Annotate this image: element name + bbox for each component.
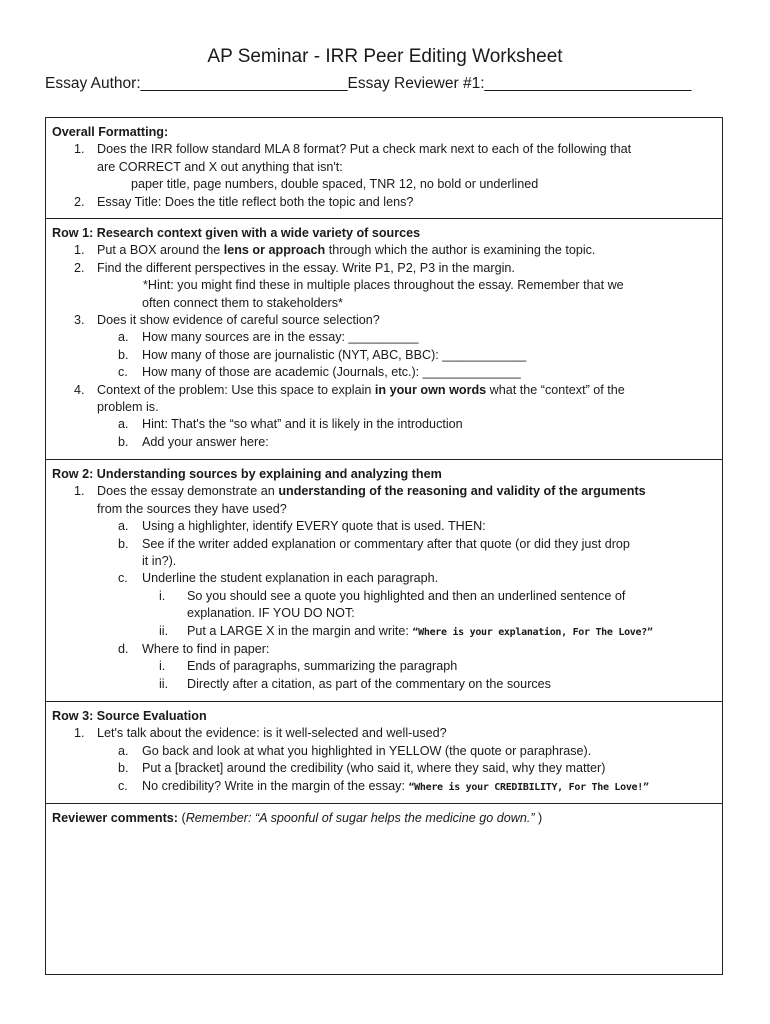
format-checklist: paper title, page numbers, double spaced, TNR 12, no bold or underlined <box>131 177 539 192</box>
item-text: Put a [bracket] around the credibility (who said it, where they said, why they matter) <box>142 761 606 776</box>
paren-close: ) <box>534 811 543 825</box>
item-text: Go back and look at what you highlighted in YELLOW (the quote or paraphrase). <box>142 743 592 758</box>
item-text: Does the IRR follow standard MLA 8 format? Put a check mark next to each of the following that <box>97 142 632 157</box>
page-title: AP Seminar - IRR Peer Editing Worksheet <box>207 46 563 67</box>
sub-sub-item <box>52 676 714 693</box>
item-number: c. <box>118 778 128 793</box>
item-number: 3. <box>74 313 85 328</box>
item-text: No credibility? Write in the margin of the essay: <box>142 778 409 793</box>
sub-item <box>52 364 714 381</box>
sub-item <box>52 760 714 777</box>
sub-item <box>52 347 714 364</box>
item-text: See if the writer added explanation or commentary after that quote (or did they just drop <box>142 536 630 551</box>
item-number: a. <box>118 743 129 758</box>
item-text: Underline the student explanation in each paragraph. <box>142 571 439 586</box>
item-text: Add your answer here: <box>142 434 269 449</box>
item-number: 1. <box>74 243 85 258</box>
item-number: a. <box>118 330 129 345</box>
list-item <box>52 194 714 211</box>
worksheet-table <box>45 117 723 975</box>
section-heading: Row 3: Source Evaluation <box>52 709 207 723</box>
item-text: through which the author is examining the topic. <box>325 243 596 258</box>
item-number: 4. <box>74 382 85 397</box>
item-number: 2. <box>74 194 85 209</box>
handwritten-quote: “Where is your CREDIBILITY, For The Love!” <box>408 781 649 793</box>
item-text: How many sources are in the essay: __________ <box>142 330 419 345</box>
section-overall-formatting <box>46 118 722 219</box>
sub-item <box>52 570 714 587</box>
item-text-bold: understanding of the reasoning and validity of the arguments <box>278 484 646 499</box>
item-text: Find the different perspectives in the essay. Write P1, P2, P3 in the margin. <box>97 260 515 275</box>
section-row-1 <box>46 219 722 460</box>
sub-sub-item <box>52 588 714 605</box>
sub-item <box>52 743 714 760</box>
item-text: what the “context” of the <box>486 382 625 397</box>
item-text-continued: are CORRECT and X out anything that isn't: <box>97 159 343 174</box>
item-text: Put a BOX around the <box>97 243 224 258</box>
item-number: b. <box>118 761 129 776</box>
handwritten-quote: “Where is your explanation, For The Love?” <box>412 626 653 638</box>
section-heading: Row 1: Research context given with a wide variety of sources <box>52 226 421 240</box>
item-text-continued: from the sources they have used? <box>97 501 287 516</box>
item-number: c. <box>118 571 128 586</box>
list-item <box>52 483 714 500</box>
item-text: Essay Title: Does the title reflect both the topic and lens? <box>97 194 414 209</box>
sub-item <box>52 778 714 796</box>
list-item <box>52 725 714 742</box>
section-reviewer-comments <box>46 804 722 974</box>
hint-text: *Hint: you might find these in multiple places throughout the essay. Remember that we <box>143 278 624 293</box>
section-row-2 <box>46 460 722 702</box>
sub-item <box>52 518 714 535</box>
list-item <box>52 260 714 277</box>
item-number: 1. <box>74 726 85 741</box>
item-text-bold: lens or approach <box>223 243 326 258</box>
item-text: Does the essay demonstrate an <box>97 484 279 499</box>
list-item <box>52 312 714 329</box>
item-text-bold: in your own words <box>374 382 487 397</box>
sub-item <box>52 329 714 346</box>
sub-item <box>52 416 714 433</box>
item-number: 1. <box>74 484 85 499</box>
reminder-quote: Remember: “A spoonful of sugar helps the medicine go down.” <box>185 811 535 825</box>
list-item <box>52 141 714 158</box>
section-heading: Row 2: Understanding sources by explaining and analyzing them <box>52 467 442 481</box>
item-text-continued: problem is. <box>97 400 159 415</box>
item-number: a. <box>118 417 129 432</box>
paren-open: ( <box>178 811 186 825</box>
sub-item <box>52 434 714 451</box>
item-number: b. <box>118 536 129 551</box>
item-number: ii. <box>159 676 169 691</box>
item-number: i. <box>159 588 166 603</box>
item-number: 2. <box>74 260 85 275</box>
item-text: Using a highlighter, identify EVERY quote that is used. THEN: <box>142 519 486 534</box>
sub-sub-item <box>52 658 714 675</box>
item-text: How many of those are academic (Journals, etc.): ______________ <box>142 365 521 380</box>
comments-heading-line <box>52 810 714 827</box>
item-text: Context of the problem: Use this space to explain <box>97 382 375 397</box>
item-number: i. <box>159 659 166 674</box>
list-item <box>52 382 714 399</box>
item-text: Hint: That's the “so what” and it is likely in the introduction <box>142 417 463 432</box>
section-heading: Reviewer comments: <box>52 811 178 825</box>
item-text-continued: it in?). <box>142 554 177 569</box>
item-text: Ends of paragraphs, summarizing the paragraph <box>187 659 458 674</box>
item-text: Does it show evidence of careful source selection? <box>97 313 380 328</box>
item-number: 1. <box>74 142 85 157</box>
sub-sub-item <box>52 623 714 641</box>
item-number: a. <box>118 519 129 534</box>
item-number: ii. <box>159 623 169 638</box>
item-number: b. <box>118 434 129 449</box>
section-heading: Overall Formatting: <box>52 125 169 139</box>
item-text: How many of those are journalistic (NYT, ABC, BBC): ____________ <box>142 347 527 362</box>
author-reviewer-line: Essay Author:________________________Essay Reviewer #1:________________________ <box>45 75 692 92</box>
item-number: c. <box>118 365 128 380</box>
item-text: Where to find in paper: <box>142 642 270 657</box>
sub-item <box>52 641 714 658</box>
section-row-3 <box>46 702 722 804</box>
item-text: So you should see a quote you highlighted and then an underlined sentence of <box>187 588 626 603</box>
item-text: Directly after a citation, as part of the commentary on the sources <box>187 676 551 691</box>
item-text: Let's talk about the evidence: is it well-selected and well-used? <box>97 726 447 741</box>
list-item <box>52 242 714 259</box>
hint-text: often connect them to stakeholders* <box>142 295 343 310</box>
item-number: b. <box>118 347 129 362</box>
item-text: Put a LARGE X in the margin and write: <box>187 623 413 638</box>
item-number: d. <box>118 642 129 657</box>
sub-item <box>52 536 714 553</box>
item-text-continued: explanation. IF YOU DO NOT: <box>187 606 355 621</box>
